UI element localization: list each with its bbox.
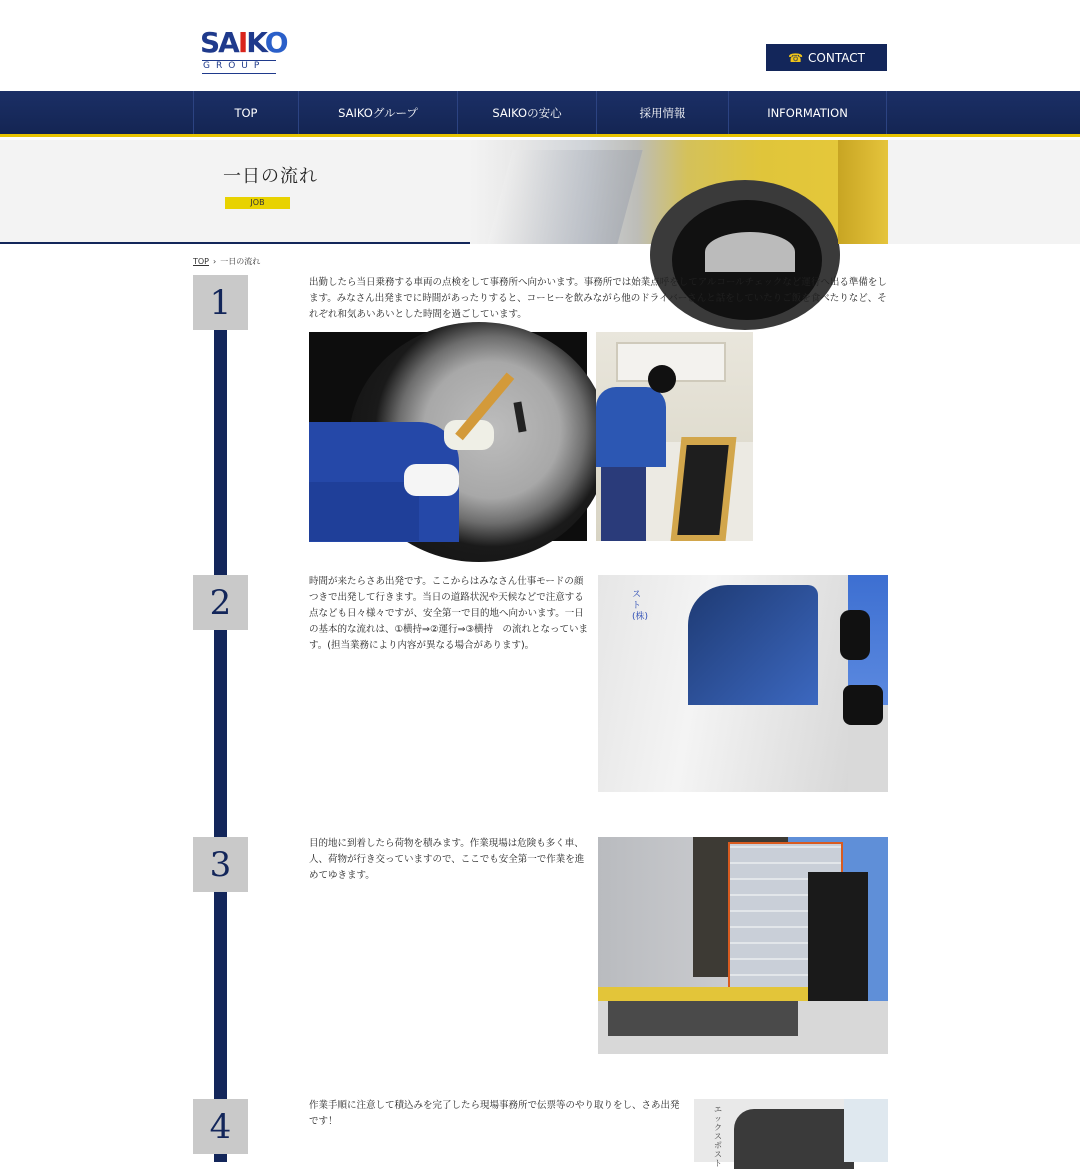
step-4-departure-photo <box>694 1099 888 1168</box>
nav-item-top[interactable]: TOP <box>193 91 298 134</box>
page-hero <box>0 140 1080 244</box>
step-2-photo-text: スト(株) <box>632 590 649 622</box>
page-title: 一日の流れ <box>223 166 318 187</box>
step-3-loading-photo <box>598 837 888 1054</box>
nav-item-information[interactable]: INFORMATION <box>728 91 887 134</box>
step-number-3: 3 <box>193 837 248 892</box>
breadcrumb-separator-icon: › <box>213 257 217 266</box>
nav-item-saiko-group[interactable]: SAIKOグループ <box>298 91 457 134</box>
page-tag: JOB <box>225 197 290 209</box>
breadcrumb-current: 一日の流れ <box>220 257 261 266</box>
hero-trailer-panel <box>487 150 642 244</box>
logo-wordmark: SAIKO <box>200 26 287 59</box>
nav-item-recruit[interactable]: 採用情報 <box>596 91 728 134</box>
hero-cab-body <box>838 140 888 244</box>
step-2-text: 時間が来たらさあ出発です。ここからはみなさん仕事モードの顔つきで出発して行きます。当日の道路状況や天候などで注意する点なども日々様々ですが、安全第一で目的地へ向かいます。一日の基本的な流れは、①横持⇒②運行⇒③横持 の流れとなっています。(担当業務により内容が異なる場合があります)。 <box>309 576 588 651</box>
step-number-2: 2 <box>193 575 248 630</box>
hero-rim <box>705 232 795 272</box>
step-number-1: 1 <box>193 275 248 330</box>
contact-button[interactable] <box>766 44 887 71</box>
step-number-4: 4 <box>193 1099 248 1154</box>
site-header <box>0 0 1080 91</box>
global-nav <box>0 91 1080 137</box>
step-1-text: 出勤したら当日乗務する車両の点検をして事務所へ向かいます。事務所では始業点呼をしてアルコールチェックなど運行へ出る準備をします。みなさん出発までに時間があったりすると、コーヒーを飲みながら他のドライバーさんと話をしていたりご飯を食べたりなど、それぞれ和気あいあいとした時間を過ごしています。 <box>309 277 887 320</box>
step-3-text: 目的地に到着したら荷物を積みます。作業現場は危険も多く車、人、荷物が行き交っていますので、ここでも安全第一で作業を進めてゆきます。 <box>309 838 585 881</box>
step-4-photo-text: エックスポスト <box>714 1105 722 1168</box>
nav-item-saiko-safety[interactable]: SAIKOの安心 <box>457 91 596 134</box>
saiko-group-logo[interactable] <box>200 16 287 76</box>
timeline-line <box>214 330 227 1162</box>
logo-subtitle: GROUP <box>203 61 266 71</box>
step-1-office-checkin-photo <box>596 332 753 541</box>
phone-icon: ☎ <box>788 50 804 65</box>
step-1-tire-inspection-photo <box>309 332 587 541</box>
contact-button-label: CONTACT <box>808 50 865 65</box>
breadcrumb <box>193 256 260 267</box>
breadcrumb-home-link[interactable]: TOP <box>193 257 210 266</box>
step-4-text: 作業手順に注意して積込みを完了したら現場事務所で伝票等のやり取りをし、さあ出発です！ <box>309 1100 680 1127</box>
step-2-truck-cab-photo <box>598 575 888 792</box>
logo-rule-bottom <box>202 73 276 74</box>
